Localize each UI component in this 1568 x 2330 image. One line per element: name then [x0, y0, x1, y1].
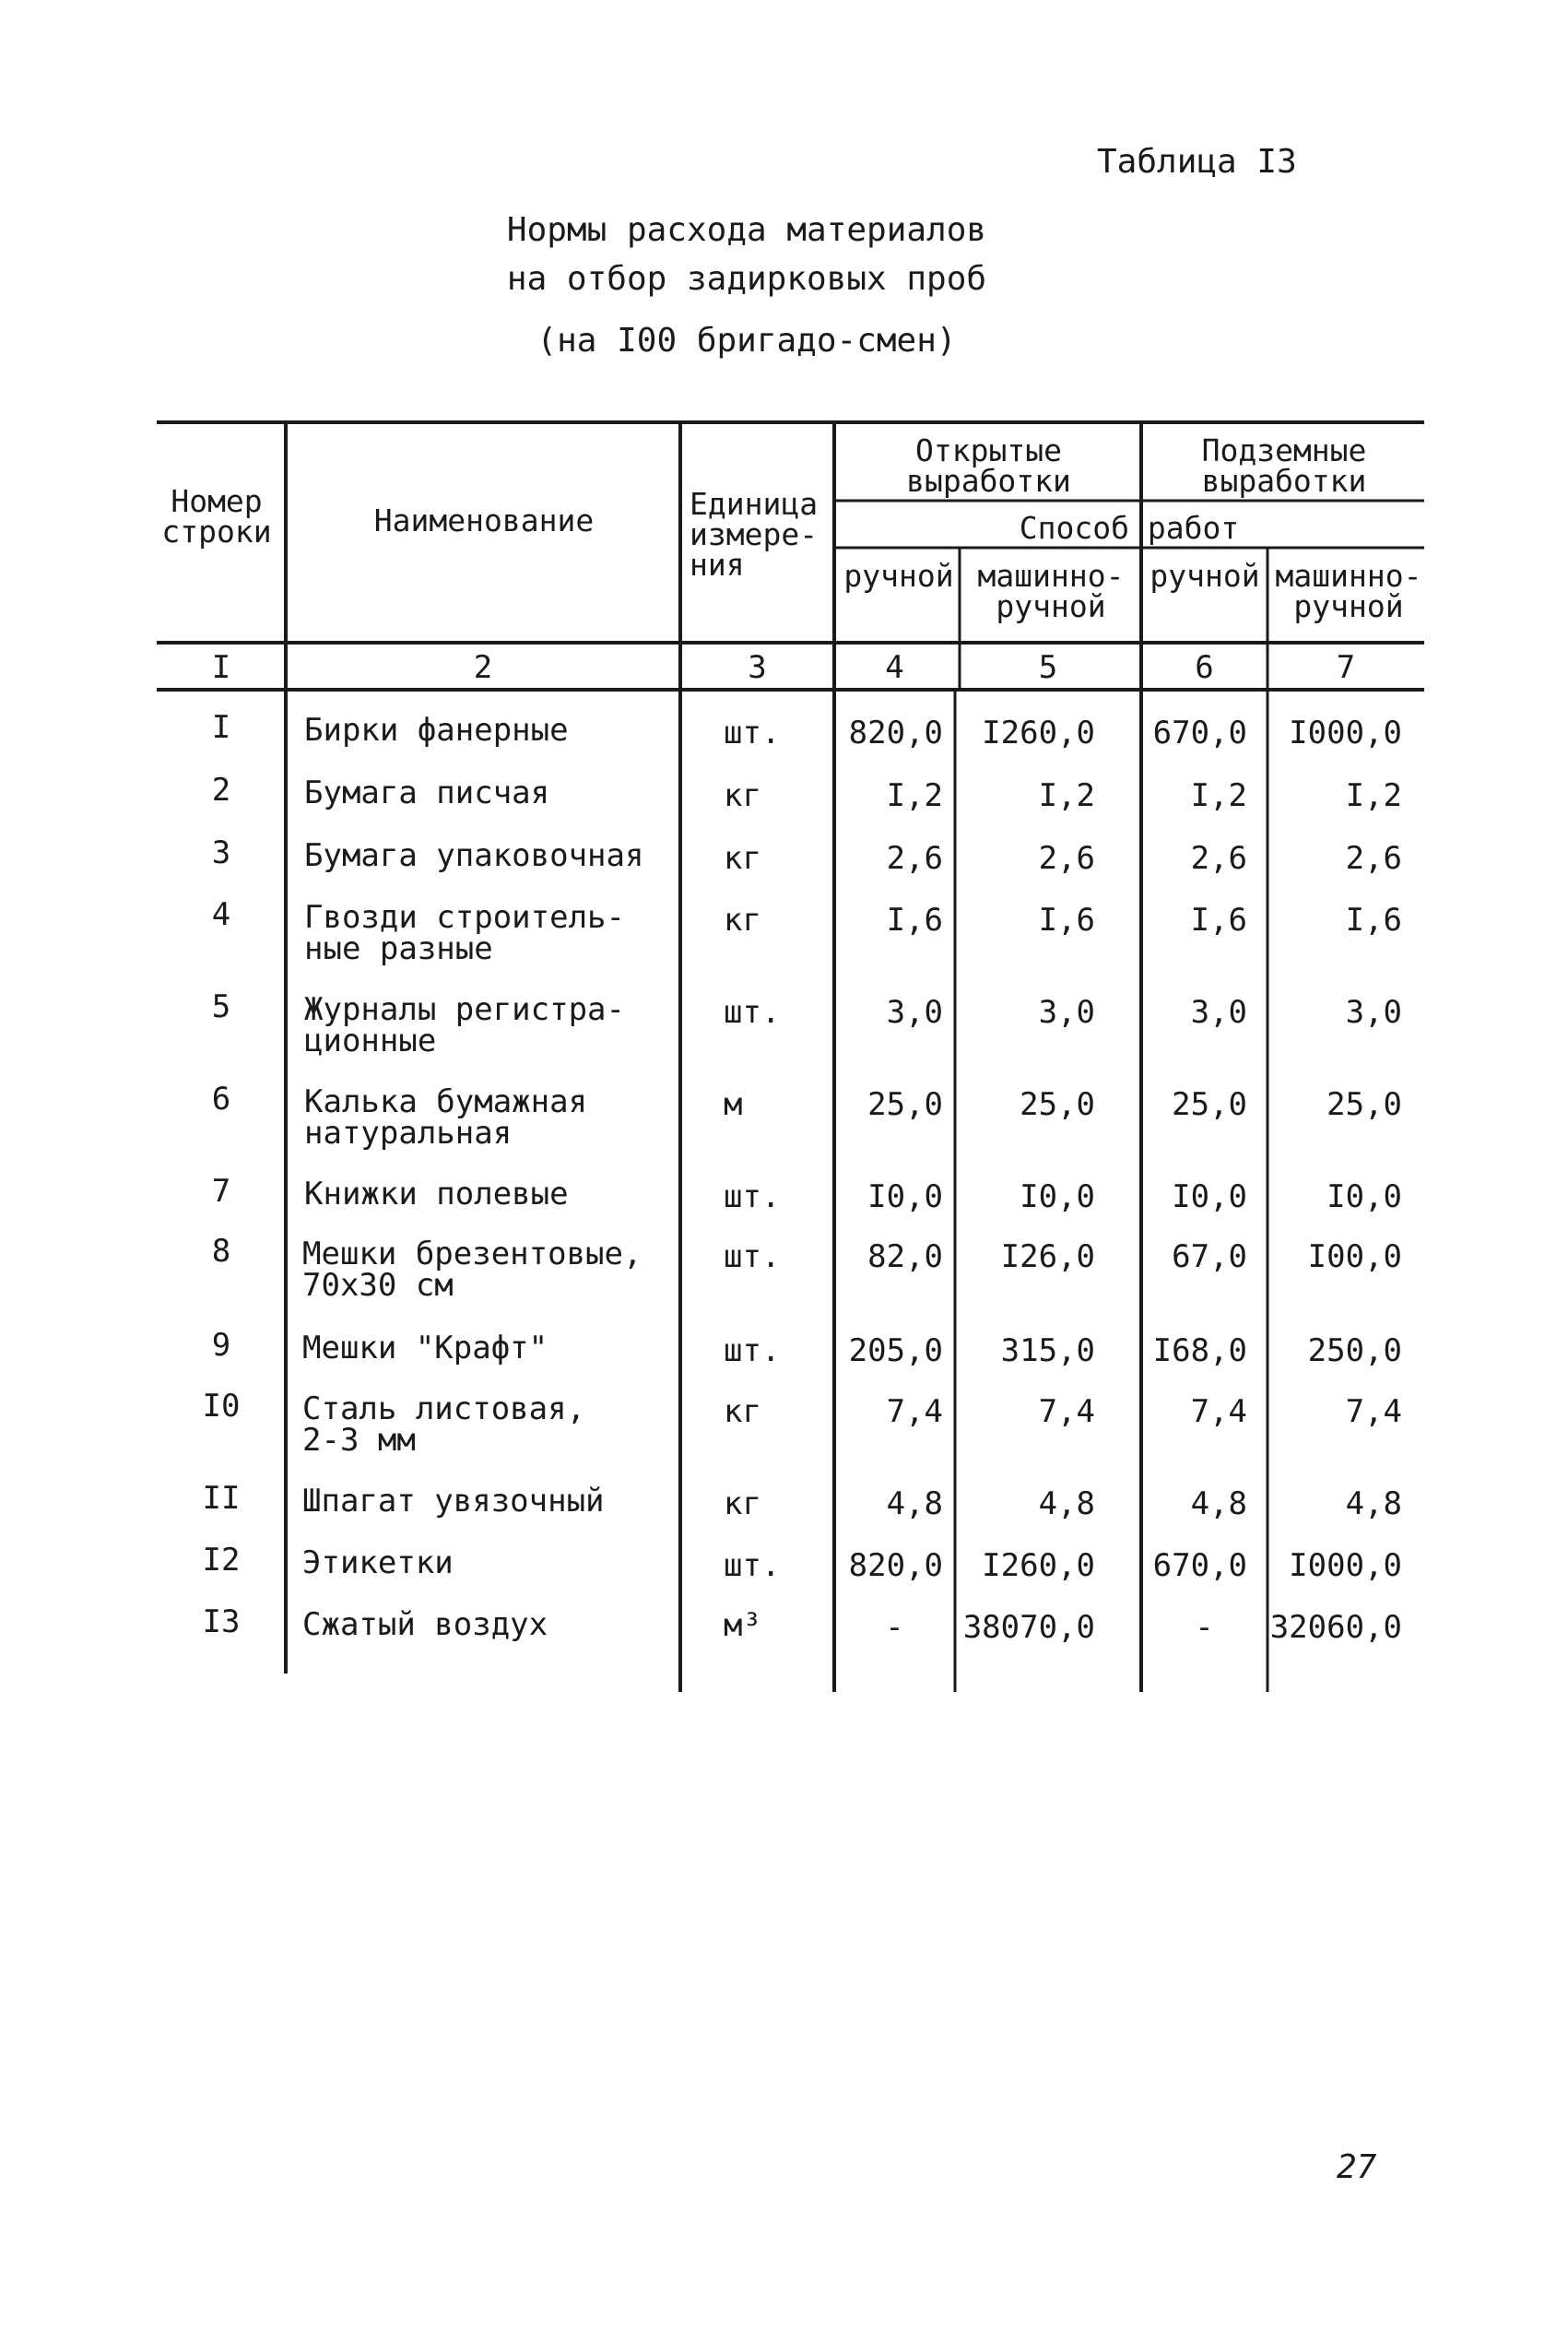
header-row-number: Номер строки: [161, 483, 272, 550]
value-open-machine: I260,0: [982, 715, 1095, 751]
header-underground-works: Подземные выработки: [1201, 432, 1367, 499]
value-underground-manual: 670,0: [1152, 715, 1247, 751]
column-number-5: 5: [1038, 649, 1058, 686]
material-name: Шпагат увязочный: [302, 1483, 605, 1520]
value-open-machine: I260,0: [982, 1547, 1095, 1584]
value-underground-manual: 25,0: [1172, 1086, 1247, 1123]
value-underground-manual: I,2: [1190, 777, 1247, 814]
value-underground-machine: I00,0: [1307, 1238, 1402, 1275]
row-number: I0: [202, 1388, 241, 1425]
material-name: Бумага упаковочная: [304, 837, 644, 874]
header-open-works: Открытые выработки: [906, 432, 1071, 499]
material-name: Гвозди строитель- ные разные: [304, 899, 625, 967]
unit: кг: [724, 840, 761, 877]
value-open-machine: I26,0: [1000, 1238, 1095, 1275]
row-number: 7: [211, 1173, 231, 1210]
value-underground-manual: I68,0: [1152, 1332, 1247, 1369]
value-underground-machine: 25,0: [1326, 1086, 1402, 1123]
material-name: Этикетки: [302, 1544, 454, 1581]
value-underground-machine: 2,6: [1345, 840, 1402, 877]
header-manual-underground: ручной: [1149, 558, 1260, 594]
row-number: 2: [211, 772, 231, 809]
value-open-machine: 38070,0: [962, 1609, 1095, 1646]
material-name: Сталь листовая, 2-3 мм: [302, 1390, 586, 1459]
value-open-machine: I,6: [1038, 902, 1095, 939]
value-underground-manual: I0,0: [1172, 1178, 1247, 1215]
table-title-line-1: Нормы расхода материалов: [506, 211, 987, 249]
value-open-manual: 820,0: [848, 1547, 943, 1584]
header-manual-open: ручной: [843, 558, 954, 594]
header-work-method: Способ работ: [1019, 510, 1240, 546]
table-title-line-2: на отбор задирковых проб: [506, 260, 987, 298]
row-number: 8: [211, 1233, 231, 1270]
value-underground-machine: I,6: [1345, 902, 1402, 939]
value-underground-machine: I,2: [1345, 777, 1402, 814]
value-open-manual: I,2: [886, 777, 943, 814]
value-open-manual: -: [885, 1609, 904, 1646]
value-underground-manual: 4,8: [1190, 1485, 1247, 1522]
value-open-machine: 2,6: [1038, 840, 1095, 877]
column-number-2: 2: [473, 649, 493, 686]
material-name: Журналы регистра- ционные: [304, 991, 625, 1059]
material-name: Книжки полевые: [304, 1176, 569, 1212]
value-underground-machine: I000,0: [1289, 715, 1402, 751]
value-underground-machine: 3,0: [1345, 994, 1402, 1031]
value-open-manual: 4,8: [886, 1485, 943, 1522]
column-number-3: 3: [748, 649, 767, 686]
unit: шт.: [724, 715, 781, 751]
value-open-manual: 2,6: [886, 840, 943, 877]
material-name: Калька бумажная натуральная: [304, 1083, 588, 1152]
unit: шт.: [724, 1178, 781, 1215]
unit: шт.: [724, 1238, 781, 1275]
row-number: 9: [211, 1327, 231, 1364]
column-number-4: 4: [885, 649, 904, 686]
header-name: Наименование: [373, 503, 595, 538]
value-open-manual: 25,0: [867, 1086, 943, 1123]
material-name: Бумага писчая: [304, 775, 550, 811]
value-underground-manual: 670,0: [1152, 1547, 1247, 1584]
unit: кг: [724, 777, 761, 814]
page-number: 27: [1337, 2148, 1377, 2186]
value-underground-manual: 67,0: [1172, 1238, 1247, 1275]
unit: кг: [724, 1393, 761, 1430]
value-open-machine: 315,0: [1000, 1332, 1095, 1369]
table-label: Таблица I3: [1097, 143, 1297, 181]
value-open-machine: I0,0: [1020, 1178, 1095, 1215]
value-underground-manual: I,6: [1190, 902, 1247, 939]
unit: шт.: [724, 1547, 781, 1584]
value-open-machine: I,2: [1038, 777, 1095, 814]
value-underground-machine: 4,8: [1345, 1485, 1402, 1522]
value-underground-machine: 32060,0: [1269, 1609, 1402, 1646]
table-title-line-3: (на I00 бригадо-смен): [536, 322, 957, 360]
unit: кг: [724, 1485, 761, 1522]
value-underground-machine: I000,0: [1289, 1547, 1402, 1584]
material-name: Бирки фанерные: [304, 712, 569, 749]
value-open-manual: 7,4: [886, 1393, 943, 1430]
unit: шт.: [724, 1332, 781, 1369]
unit: кг: [724, 902, 761, 939]
header-unit: Единица измере- ния: [690, 486, 819, 583]
row-number: 5: [211, 988, 231, 1025]
value-underground-machine: 7,4: [1345, 1393, 1402, 1430]
row-number: I: [211, 709, 231, 746]
value-open-machine: 7,4: [1038, 1393, 1095, 1430]
value-open-manual: 820,0: [848, 715, 943, 751]
unit: м: [724, 1086, 743, 1123]
value-underground-manual: 3,0: [1190, 994, 1247, 1031]
unit: м³: [724, 1607, 761, 1644]
material-name: Сжатый воздух: [302, 1606, 548, 1643]
row-number: I2: [202, 1542, 241, 1579]
value-open-manual: 3,0: [886, 994, 943, 1031]
material-name: Мешки "Крафт": [302, 1330, 548, 1366]
value-open-manual: I0,0: [867, 1178, 943, 1215]
header-machine-manual-open: машинно- ручной: [977, 558, 1125, 624]
row-number: 6: [211, 1081, 231, 1118]
row-number: 4: [211, 896, 231, 933]
column-number-7: 7: [1336, 649, 1356, 686]
column-number-1: I: [211, 649, 231, 686]
value-open-machine: 4,8: [1038, 1485, 1095, 1522]
value-underground-manual: 7,4: [1190, 1393, 1247, 1430]
material-name: Мешки брезентовые, 70х30 см: [302, 1236, 643, 1304]
header-machine-manual-underground: машинно- ручной: [1275, 558, 1422, 624]
value-open-manual: 82,0: [867, 1238, 943, 1275]
value-underground-machine: 250,0: [1307, 1332, 1402, 1369]
value-open-manual: 205,0: [848, 1332, 943, 1369]
row-number: 3: [211, 834, 231, 871]
value-open-machine: 3,0: [1038, 994, 1095, 1031]
value-open-manual: I,6: [886, 902, 943, 939]
column-number-6: 6: [1195, 649, 1214, 686]
value-underground-manual: 2,6: [1190, 840, 1247, 877]
unit: шт.: [724, 994, 781, 1031]
value-underground-machine: I0,0: [1326, 1178, 1402, 1215]
value-underground-manual: -: [1195, 1609, 1214, 1646]
value-open-machine: 25,0: [1020, 1086, 1095, 1123]
row-number: II: [202, 1480, 241, 1517]
row-number: I3: [202, 1603, 241, 1640]
